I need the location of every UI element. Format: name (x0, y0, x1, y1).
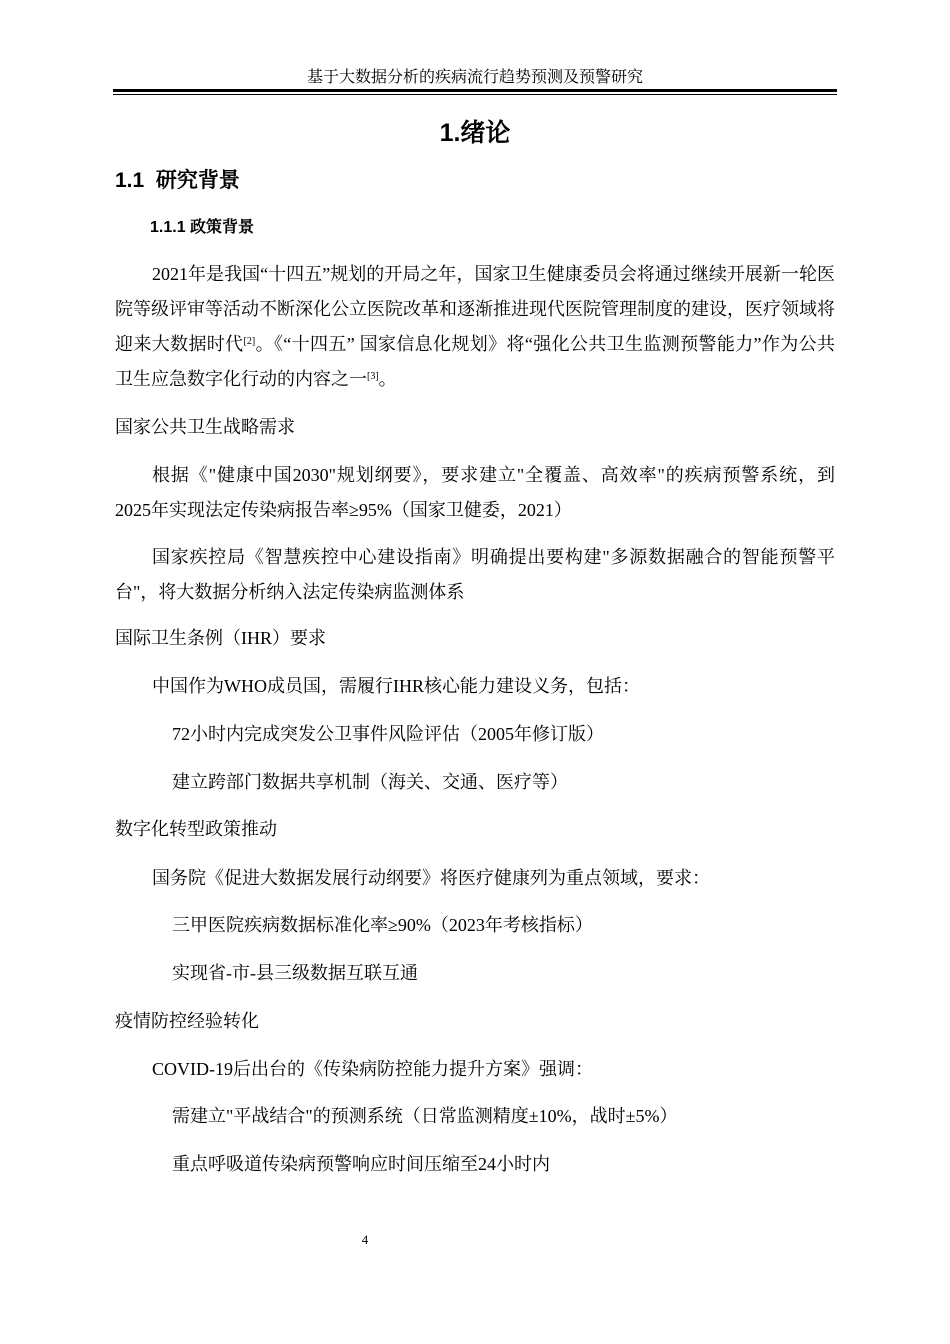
block-heading: 数字化转型政策推动 (115, 819, 277, 839)
paragraph: 国家疾控局《智慧疾控中心建设指南》明确提出要构建"多源数据融合的智能预警平台"，将大数据分析纳入法定传染病监测体系 (115, 547, 835, 602)
list-item: 72小时内完成突发公卫事件风险评估（2005年修订版） (172, 724, 604, 744)
citation-2[interactable]: [2] (243, 336, 256, 347)
citation-3[interactable]: [3] (367, 371, 379, 382)
header-rule-thin (113, 94, 837, 95)
block-heading: 国际卫生条例（IHR）要求 (115, 628, 326, 648)
paragraph: COVID-19后出台的《传染病防控能力提升方案》强调： (152, 1059, 593, 1079)
list-item: 实现省-市-县三级数据互联互通 (172, 963, 418, 983)
block-heading: 国家公共卫生战略需求 (115, 417, 295, 437)
paragraph: 中国作为WHO成员国，需履行IHR核心能力建设义务，包括： (152, 676, 640, 696)
list-item: 三甲医院疾病数据标准化率≥90%（2023年考核指标） (172, 915, 593, 935)
subsection-title: 政策背景 (190, 219, 255, 236)
running-header: 基于大数据分析的疾病流行趋势预测及预警研究 (306, 69, 643, 86)
list-item: 建立跨部门数据共享机制（海关、交通、医疗等） (172, 772, 568, 792)
list-item: 需建立"平战结合"的预测系统（日常监测精度±10%，战时±5%） (172, 1106, 678, 1126)
block-heading: 疫情防控经验转化 (115, 1011, 259, 1031)
paragraph: 国务院《促进大数据发展行动纲要》将医疗健康列为重点领域，要求： (152, 868, 710, 888)
page-number: 4 (361, 1232, 369, 1247)
section-number: 1.1 (115, 169, 145, 192)
intro-text: 。 (378, 369, 397, 389)
subsection-heading (150, 216, 254, 240)
list-item: 重点呼吸道传染病预警响应时间压缩至24小时内 (172, 1154, 550, 1174)
intro-text: 2021年是我国“十四五”规划的开局之年，国家卫生健康委员会将通过继续开展新一轮医院等级评审等活动不断深化公立医院改革和逐渐推进现代医院管理制度的建设，医疗领域将迎来大数据时代 (115, 264, 835, 354)
intro-paragraph (115, 257, 835, 397)
chapter-title: 1.绪论 (439, 119, 511, 147)
intro-text: 。《“十四五” 国家信息化规划》将“强化公共卫生监测预警能力”作为公共卫生应急数字化行动的内容之一 (115, 334, 835, 389)
section-heading (115, 166, 240, 196)
section-title: 研究背景 (155, 169, 240, 192)
header-rule-thick (113, 89, 837, 92)
subsection-number: 1.1.1 (150, 219, 186, 236)
paragraph: 根据《"健康中国2030"规划纲要》，要求建立"全覆盖、高效率"的疾病预警系统，到2025年实现法定传染病报告率≥95%（国家卫健委，2021） (115, 465, 835, 520)
